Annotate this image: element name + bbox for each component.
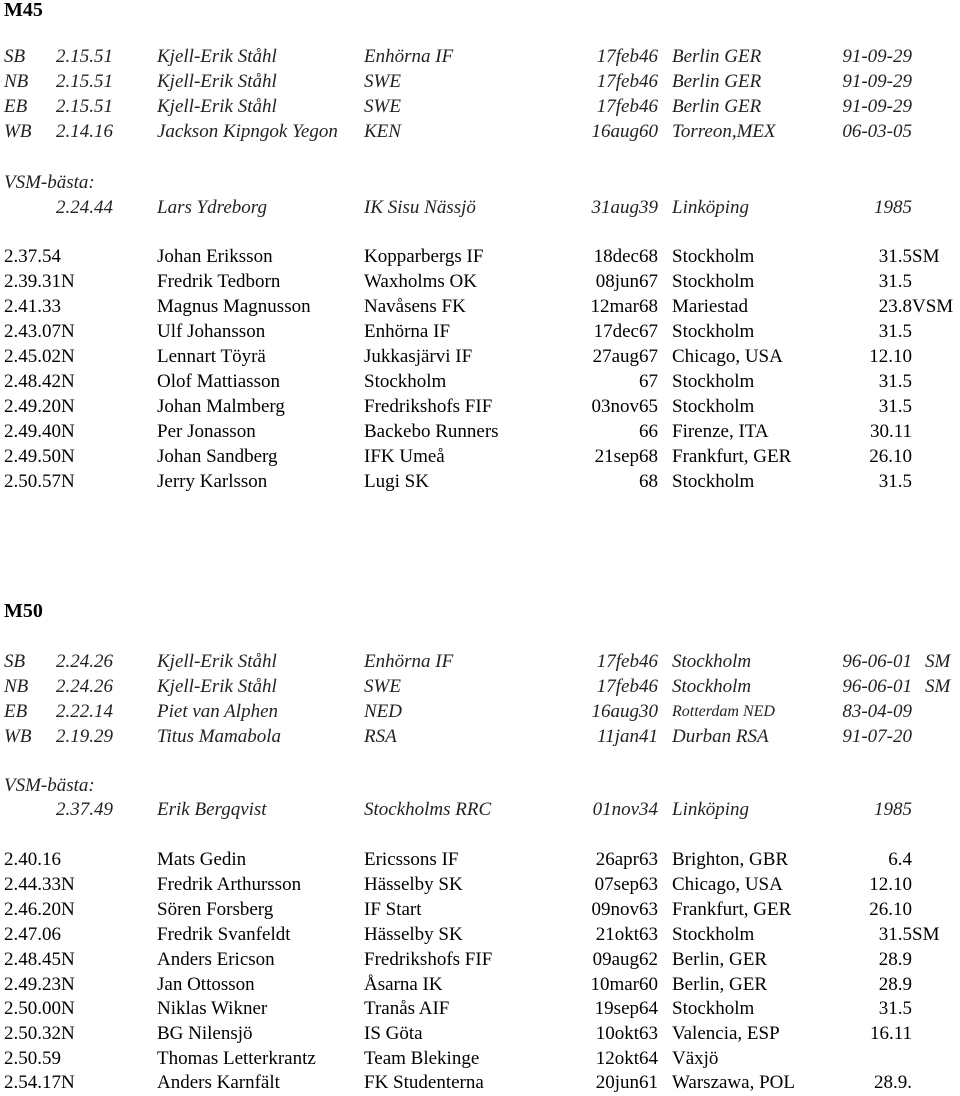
result-date: 31.5 bbox=[878, 371, 912, 392]
result-place: Warszawa, POL bbox=[672, 1072, 795, 1093]
record-date: 91-09-29 bbox=[842, 71, 912, 92]
record-place: Durban RSA bbox=[672, 726, 769, 747]
result-born: 68 bbox=[639, 471, 658, 492]
result-row bbox=[0, 847, 960, 872]
result-row bbox=[0, 872, 960, 897]
result-club: Backebo Runners bbox=[364, 421, 499, 442]
result-row bbox=[0, 419, 960, 444]
result-club: Navåsens FK bbox=[364, 296, 466, 317]
result-name: Per Jonasson bbox=[157, 421, 256, 442]
result-time: 2.43.07N bbox=[4, 321, 75, 342]
result-time: 2.49.50N bbox=[4, 446, 75, 467]
record-club: Enhörna IF bbox=[364, 46, 454, 67]
result-place: Stockholm bbox=[672, 998, 755, 1019]
result-note: VSM bbox=[912, 296, 954, 317]
record-club: Enhörna IF bbox=[364, 651, 454, 672]
result-born: 09nov63 bbox=[591, 899, 658, 920]
record-born: 17feb46 bbox=[596, 676, 658, 697]
record-time: 2.24.26 bbox=[56, 651, 113, 672]
vsm-best-row bbox=[0, 195, 960, 220]
result-date: 26.10 bbox=[869, 446, 912, 467]
result-time: 2.50.59 bbox=[4, 1048, 61, 1069]
result-club: Stockholm bbox=[364, 371, 447, 392]
result-born: 20jun61 bbox=[595, 1072, 658, 1093]
result-name: Niklas Wikner bbox=[157, 998, 268, 1019]
record-born: 11jan41 bbox=[597, 726, 658, 747]
result-row bbox=[0, 369, 960, 394]
record-time: 2.24.44 bbox=[56, 197, 113, 218]
result-date: 31.5 bbox=[878, 471, 912, 492]
record-type: NB bbox=[4, 71, 29, 92]
result-row bbox=[0, 972, 960, 997]
result-date: 31.5 bbox=[878, 998, 912, 1019]
record-born: 16aug30 bbox=[591, 701, 658, 722]
record-time: 2.15.51 bbox=[56, 46, 113, 67]
result-name: Sören Forsberg bbox=[157, 899, 274, 920]
result-row bbox=[0, 469, 960, 494]
result-row bbox=[0, 344, 960, 369]
record-time: 2.19.29 bbox=[56, 726, 113, 747]
record-date: 96-06-01 bbox=[842, 651, 912, 672]
result-name: Anders Ericson bbox=[157, 949, 275, 970]
result-born: 03nov65 bbox=[591, 396, 658, 417]
result-club: Åsarna IK bbox=[364, 974, 443, 995]
result-date: 26.10 bbox=[869, 899, 912, 920]
result-place: Frankfurt, GER bbox=[672, 899, 792, 920]
result-born: 21sep68 bbox=[594, 446, 658, 467]
record-name: Kjell-Erik Ståhl bbox=[157, 46, 277, 67]
result-date: 30.11 bbox=[869, 421, 912, 442]
record-born: 17feb46 bbox=[596, 96, 658, 117]
record-type: NB bbox=[4, 676, 29, 697]
result-name: Anders Karnfält bbox=[157, 1072, 280, 1093]
result-born: 19sep64 bbox=[594, 998, 658, 1019]
result-note: SM bbox=[912, 246, 940, 267]
result-place: Frankfurt, GER bbox=[672, 446, 792, 467]
result-time: 2.40.16 bbox=[4, 849, 61, 870]
record-row-wb bbox=[0, 724, 960, 749]
record-club: Stockholms RRC bbox=[364, 799, 492, 820]
result-date: 31.5 bbox=[878, 246, 912, 267]
result-date: 28.9 bbox=[878, 974, 912, 995]
record-time: 2.37.49 bbox=[56, 799, 113, 820]
record-type: WB bbox=[4, 121, 32, 142]
record-note: SM bbox=[925, 676, 951, 697]
record-date: 06-03-05 bbox=[842, 121, 912, 142]
result-name: Fredrik Arthursson bbox=[157, 874, 302, 895]
record-name: Kjell-Erik Ståhl bbox=[157, 96, 277, 117]
result-born: 12mar68 bbox=[590, 296, 658, 317]
record-time: 2.14.16 bbox=[56, 121, 113, 142]
result-club: Hässelby SK bbox=[364, 924, 463, 945]
result-name: Olof Mattiasson bbox=[157, 371, 280, 392]
result-name: Mats Gedin bbox=[157, 849, 247, 870]
result-row bbox=[0, 1070, 960, 1095]
record-time: 2.24.26 bbox=[56, 676, 113, 697]
result-born: 18dec68 bbox=[593, 246, 658, 267]
result-time: 2.44.33N bbox=[4, 874, 75, 895]
result-place: Stockholm bbox=[672, 924, 755, 945]
record-club: SWE bbox=[364, 96, 401, 117]
result-note: SM bbox=[912, 924, 940, 945]
record-date: 91-07-20 bbox=[842, 726, 912, 747]
result-row bbox=[0, 922, 960, 947]
result-time: 2.46.20N bbox=[4, 899, 75, 920]
result-date: 28.9. bbox=[874, 1072, 912, 1093]
result-time: 2.48.42N bbox=[4, 371, 75, 392]
result-name: Fredrik Tedborn bbox=[157, 271, 281, 292]
result-date: 12.10 bbox=[869, 346, 912, 367]
vsm-best-label: VSM-bästa: bbox=[4, 172, 95, 193]
record-name: Lars Ydreborg bbox=[157, 197, 267, 218]
result-time: 2.54.17N bbox=[4, 1072, 75, 1093]
record-name: Kjell-Erik Ståhl bbox=[157, 71, 277, 92]
record-born: 17feb46 bbox=[596, 71, 658, 92]
record-born: 16aug60 bbox=[591, 121, 658, 142]
result-time: 2.49.20N bbox=[4, 396, 75, 417]
result-place: Stockholm bbox=[672, 371, 755, 392]
record-place: Berlin GER bbox=[672, 46, 762, 67]
record-place: Stockholm bbox=[672, 676, 752, 697]
record-club: SWE bbox=[364, 71, 401, 92]
result-club: IS Göta bbox=[364, 1023, 423, 1044]
result-name: Jerry Karlsson bbox=[157, 471, 268, 492]
result-time: 2.50.57N bbox=[4, 471, 75, 492]
result-place: Brighton, GBR bbox=[672, 849, 789, 870]
result-date: 31.5 bbox=[878, 924, 912, 945]
record-row-nb bbox=[0, 69, 960, 94]
result-name: Johan Eriksson bbox=[157, 246, 273, 267]
result-club: Team Blekinge bbox=[364, 1048, 480, 1069]
result-place: Berlin, GER bbox=[672, 949, 767, 970]
result-born: 26apr63 bbox=[595, 849, 658, 870]
record-row-sb bbox=[0, 44, 960, 69]
record-place: Berlin GER bbox=[672, 71, 762, 92]
record-row-eb bbox=[0, 699, 960, 724]
result-born: 10mar60 bbox=[590, 974, 658, 995]
result-born: 09aug62 bbox=[592, 949, 658, 970]
record-club: KEN bbox=[364, 121, 401, 142]
result-born: 66 bbox=[639, 421, 658, 442]
result-club: Ericssons IF bbox=[364, 849, 459, 870]
record-date: 83-04-09 bbox=[842, 701, 912, 722]
record-place: Berlin GER bbox=[672, 96, 762, 117]
result-club: Hässelby SK bbox=[364, 874, 463, 895]
result-time: 2.49.40N bbox=[4, 421, 75, 442]
result-club: Tranås AIF bbox=[364, 998, 450, 1019]
record-place: Rotterdam NED bbox=[672, 703, 775, 720]
result-row bbox=[0, 269, 960, 294]
record-place: Linköping bbox=[672, 799, 750, 820]
record-date: 91-09-29 bbox=[842, 96, 912, 117]
result-date: 28.9 bbox=[878, 949, 912, 970]
result-date: 16.11 bbox=[869, 1023, 912, 1044]
record-type: SB bbox=[4, 46, 26, 67]
record-name: Jackson Kipngok Yegon bbox=[157, 121, 338, 142]
record-club: NED bbox=[364, 701, 402, 722]
result-date: 12.10 bbox=[869, 874, 912, 895]
result-club: Kopparbergs IF bbox=[364, 246, 484, 267]
result-row bbox=[0, 947, 960, 972]
record-name: Titus Mamabola bbox=[157, 726, 282, 747]
result-name: Johan Malmberg bbox=[157, 396, 285, 417]
result-club: Jukkasjärvi IF bbox=[364, 346, 473, 367]
result-row bbox=[0, 1046, 960, 1071]
record-born: 17feb46 bbox=[596, 46, 658, 67]
result-name: Jan Ottosson bbox=[157, 974, 255, 995]
result-born: 27aug67 bbox=[592, 346, 658, 367]
record-place: Torreon,MEX bbox=[672, 121, 776, 142]
record-note: SM bbox=[925, 651, 951, 672]
record-place: Stockholm bbox=[672, 651, 752, 672]
record-place: Linköping bbox=[672, 197, 750, 218]
record-name: Piet van Alphen bbox=[157, 701, 279, 722]
result-club: FK Studenterna bbox=[364, 1072, 484, 1093]
section-title: M50 bbox=[4, 600, 43, 622]
record-time: 2.22.14 bbox=[56, 701, 113, 722]
result-row bbox=[0, 319, 960, 344]
result-time: 2.37.54 bbox=[4, 246, 61, 267]
result-row bbox=[0, 394, 960, 419]
result-name: Thomas Letterkrantz bbox=[157, 1048, 316, 1069]
result-place: Växjö bbox=[672, 1048, 719, 1069]
result-date: 31.5 bbox=[878, 321, 912, 342]
record-row-wb bbox=[0, 119, 960, 144]
record-club: RSA bbox=[364, 726, 397, 747]
record-date: 91-09-29 bbox=[842, 46, 912, 67]
result-place: Chicago, USA bbox=[672, 346, 783, 367]
record-row-eb bbox=[0, 94, 960, 119]
result-time: 2.47.06 bbox=[4, 924, 61, 945]
result-born: 21okt63 bbox=[595, 924, 658, 945]
result-born: 08jun67 bbox=[595, 271, 658, 292]
record-name: Kjell-Erik Ståhl bbox=[157, 651, 277, 672]
result-club: Fredrikshofs FIF bbox=[364, 396, 493, 417]
record-born: 17feb46 bbox=[596, 651, 658, 672]
record-name: Erik Bergqvist bbox=[157, 799, 267, 820]
result-born: 12okt64 bbox=[595, 1048, 658, 1069]
result-place: Stockholm bbox=[672, 271, 755, 292]
result-time: 2.49.23N bbox=[4, 974, 75, 995]
record-time: 2.15.51 bbox=[56, 96, 113, 117]
result-born: 17dec67 bbox=[593, 321, 658, 342]
result-time: 2.50.00N bbox=[4, 998, 75, 1019]
record-row-sb bbox=[0, 649, 960, 674]
result-time: 2.45.02N bbox=[4, 346, 75, 367]
record-date: 96-06-01 bbox=[842, 676, 912, 697]
result-born: 07sep63 bbox=[594, 874, 658, 895]
record-club: IK Sisu Nässjö bbox=[364, 197, 476, 218]
result-name: Ulf Johansson bbox=[157, 321, 266, 342]
result-time: 2.50.32N bbox=[4, 1023, 75, 1044]
result-row bbox=[0, 996, 960, 1021]
record-row-nb bbox=[0, 674, 960, 699]
result-club: IF Start bbox=[364, 899, 422, 920]
result-club: Lugi SK bbox=[364, 471, 429, 492]
result-place: Firenze, ITA bbox=[672, 421, 769, 442]
result-date: 31.5 bbox=[878, 271, 912, 292]
result-time: 2.41.33 bbox=[4, 296, 61, 317]
result-born: 10okt63 bbox=[595, 1023, 658, 1044]
result-time: 2.48.45N bbox=[4, 949, 75, 970]
result-place: Berlin, GER bbox=[672, 974, 767, 995]
result-row bbox=[0, 244, 960, 269]
record-name: Kjell-Erik Ståhl bbox=[157, 676, 277, 697]
record-time: 2.15.51 bbox=[56, 71, 113, 92]
result-name: Magnus Magnusson bbox=[157, 296, 311, 317]
result-row bbox=[0, 294, 960, 319]
record-type: SB bbox=[4, 651, 26, 672]
record-type: EB bbox=[4, 96, 28, 117]
result-place: Mariestad bbox=[672, 296, 748, 317]
result-born: 67 bbox=[639, 371, 658, 392]
result-place: Valencia, ESP bbox=[672, 1023, 780, 1044]
result-place: Stockholm bbox=[672, 321, 755, 342]
result-row bbox=[0, 897, 960, 922]
result-name: Johan Sandberg bbox=[157, 446, 278, 467]
record-born: 01nov34 bbox=[592, 799, 658, 820]
result-club: IFK Umeå bbox=[364, 446, 445, 467]
result-club: Enhörna IF bbox=[364, 321, 451, 342]
result-club: Fredrikshofs FIF bbox=[364, 949, 493, 970]
record-born: 31aug39 bbox=[591, 197, 658, 218]
record-type: WB bbox=[4, 726, 32, 747]
result-place: Stockholm bbox=[672, 471, 755, 492]
result-place: Chicago, USA bbox=[672, 874, 783, 895]
section-title: M45 bbox=[4, 0, 43, 21]
result-row bbox=[0, 1021, 960, 1046]
result-time: 2.39.31N bbox=[4, 271, 75, 292]
record-club: SWE bbox=[364, 676, 401, 697]
record-date: 1985 bbox=[874, 197, 912, 218]
result-row bbox=[0, 444, 960, 469]
record-date: 1985 bbox=[874, 799, 912, 820]
result-name: Fredrik Svanfeldt bbox=[157, 924, 291, 945]
result-date: 31.5 bbox=[878, 396, 912, 417]
result-date: 6.4 bbox=[888, 849, 912, 870]
result-name: BG Nilensjö bbox=[157, 1023, 253, 1044]
result-place: Stockholm bbox=[672, 246, 755, 267]
result-club: Waxholms OK bbox=[364, 271, 477, 292]
result-date: 23.8 bbox=[878, 296, 912, 317]
vsm-best-label: VSM-bästa: bbox=[4, 775, 95, 796]
vsm-best-row bbox=[0, 797, 960, 822]
result-place: Stockholm bbox=[672, 396, 755, 417]
result-name: Lennart Töyrä bbox=[157, 346, 266, 367]
record-type: EB bbox=[4, 701, 28, 722]
